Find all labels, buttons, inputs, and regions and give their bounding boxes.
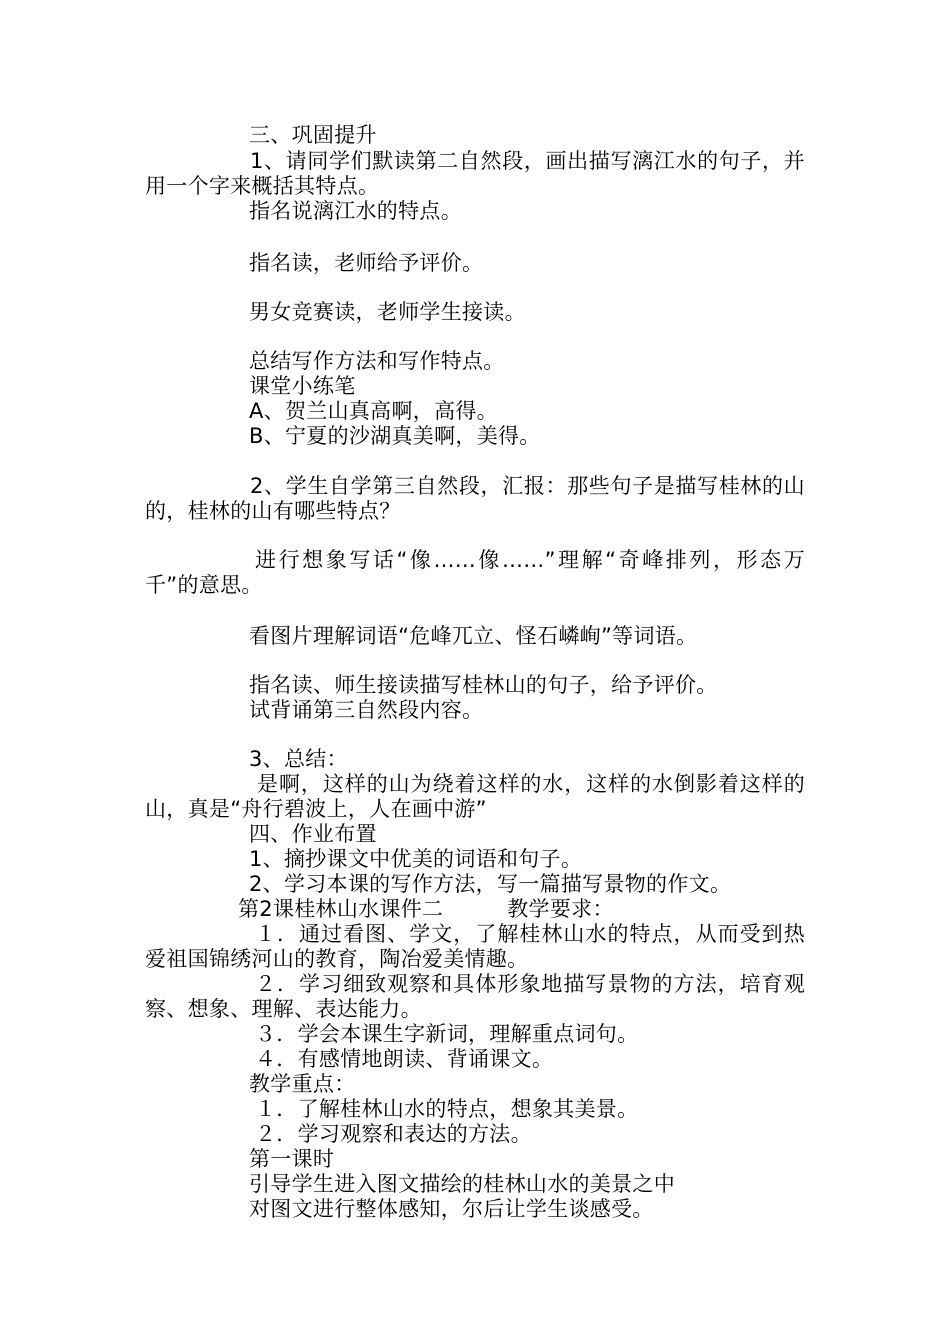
- paragraph-requirement-1: １．通过看图、学文，了解桂林山水的特点，从而受到热爱祖国锦绣河山的教育，陶冶爱美情趣。: [145, 922, 805, 971]
- text-line: 看图片理解词语“危峰兀立、怪石嶙峋”等词语。: [249, 624, 698, 648]
- paragraph-self-study-third-section: 2、学生自学第三自然段，汇报：那些句子是描写桂林的山的，桂林的山有哪些特点？: [145, 474, 805, 523]
- paragraph-requirement-2: ２．学习细致观察和具体形象地描写景物的方法，培育观察、想象、理解、表达能力。: [145, 972, 805, 1021]
- text-line: B、宁夏的沙湖真美啊，美得。: [249, 424, 541, 448]
- paragraph-read-second-section: 1、请同学们默读第二自然段，画出描写漓江水的句子，并用一个字来概括其特点。: [145, 149, 805, 198]
- section-heading-homework: 四、作业布置: [249, 822, 377, 846]
- text-line: ４．有感情地朗读、背诵课文。: [255, 1047, 554, 1071]
- text-line: 对图文进行整体感知，尔后让学生谈感受。: [249, 1197, 654, 1221]
- text-line: ２．学习观察和表达的方法。: [255, 1122, 532, 1146]
- section-heading-consolidate: 三、巩固提升: [249, 123, 377, 147]
- section-heading-first-lesson: 第一课时: [249, 1147, 335, 1171]
- text-line: 指名读，老师给予评价。: [249, 251, 484, 275]
- text-line: 指名读、师生接读描写桂林山的句子，给予评价。: [249, 673, 718, 697]
- text-line: 男女竞赛读，老师学生接读。: [249, 300, 526, 324]
- text-line: 课堂小练笔: [249, 374, 356, 398]
- paragraph-imagination-writing: 进行想象写话“像……像……”理解“奇峰排列，形态万千”的意思。: [145, 548, 805, 597]
- text-line: １．了解桂林山水的特点，想象其美景。: [255, 1097, 639, 1121]
- text-line: 指名说漓江水的特点。: [249, 199, 462, 223]
- lesson-title-line: 第2课桂林山水课件二 教学要求：: [238, 897, 614, 921]
- text-line: 试背诵第三自然段内容。: [249, 698, 484, 722]
- section-heading-key-points: 教学重点：: [249, 1072, 356, 1096]
- text-line: A、贺兰山真高啊，高得。: [249, 399, 498, 423]
- text-line: 引导学生进入图文描绘的桂林山水的美景之中: [249, 1172, 675, 1196]
- text-line: 3、总结：: [249, 747, 348, 771]
- text-line: 2、学习本课的写作方法，写一篇描写景物的作文。: [249, 872, 732, 896]
- text-line: 1、摘抄课文中优美的词语和句子。: [249, 847, 583, 871]
- text-line: 总结写作方法和写作特点。: [249, 349, 505, 373]
- text-line: ３．学会本课生字新词，理解重点词句。: [255, 1022, 639, 1046]
- paragraph-summary: 是啊，这样的山为绕着这样的水，这样的水倒影着这样的山，真是“舟行碧波上，人在画中游”: [145, 772, 805, 821]
